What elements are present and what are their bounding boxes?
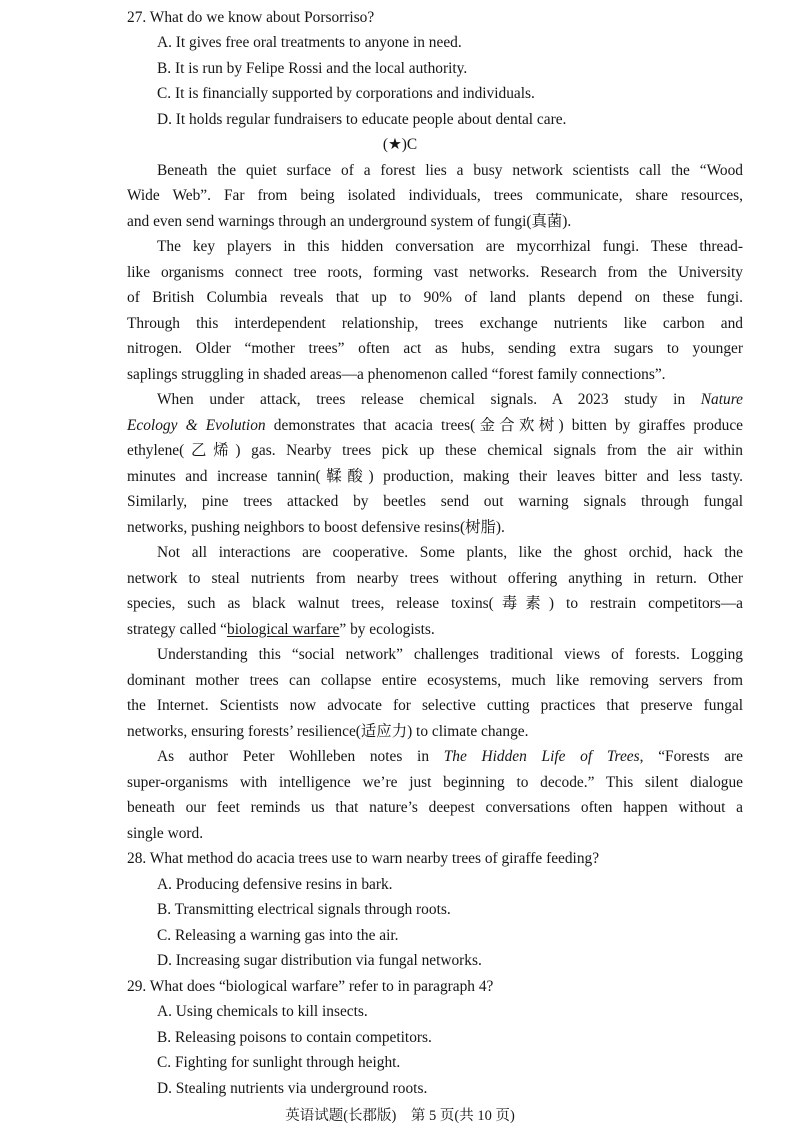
question-27-option-d: D. It holds regular fundraisers to educate people about dental care. [157,111,567,128]
passage-p6-line: super-organisms with intelligence we’re just beginning to decode.” This silent dialogue [127,774,743,791]
passage-p1-line: Wide Web”. Far from being isolated individuals, trees communicate, share resources, [127,187,743,204]
passage-p2-line: The key players in this hidden conversation are mycorrhizal fungi. These thread- [157,238,743,255]
p6-text: , “Forests are [639,748,743,765]
question-27-stem: 27. What do we know about Porsorriso? [127,9,375,26]
passage-p5-line: networks, ensuring forests’ resilience(适应力) to climate change. [127,723,529,740]
passage-p4-line [127,620,743,640]
passage-p2-line: nitrogen. Older “mother trees” often act as hubs, sending extra sugars to younger [127,340,743,357]
passage-p4-line: network to steal nutrients from nearby trees without offering anything in return. Other [127,570,743,587]
p4-text: ” by ecologists. [339,621,435,638]
p3-text: demonstrates that acacia trees(金合欢树) bitten by giraffes produce [273,417,744,434]
passage-p2-line: saplings struggling in shaded areas—a phenomenon called “forest family connections”. [127,366,666,383]
question-27-option-a: A. It gives free oral treatments to anyone in need. [157,34,462,51]
passage-p2-line: like organisms connect tree roots, forming vast networks. Research from the University [127,264,743,281]
question-28-option-b: B. Transmitting electrical signals through roots. [157,901,451,918]
question-28-stem: 28. What method do acacia trees use to warn nearby trees of giraffe feeding? [127,850,600,867]
passage-p3-line: minutes and increase tannin(鞣酸) production, making their leaves bitter and less tasty. [127,468,743,485]
passage-p5-line: dominant mother trees can collapse entire ecosystems, much like removing servers from [127,672,743,689]
passage-p6-line [157,747,743,767]
passage-p3-line: Similarly, pine trees attacked by beetles send out warning signals through fungal [127,493,743,510]
passage-p5-line: Understanding this “social network” challenges traditional views of forests. Logging [157,646,743,663]
question-28-option-a: A. Producing defensive resins in bark. [157,876,393,893]
question-29-option-c: C. Fighting for sunlight through height. [157,1054,401,1071]
underlined-term: biological warfare [227,621,340,638]
p4-text: strategy called “ [127,621,227,638]
question-29-option-a: A. Using chemicals to kill insects. [157,1003,368,1020]
p6-text: As author Peter Wohlleben notes in [157,748,430,765]
question-29-option-d: D. Stealing nutrients via underground roots. [157,1080,428,1097]
question-27-option-b: B. It is run by Felipe Rossi and the local authority. [157,60,468,77]
question-29-stem: 29. What does “biological warfare” refer to in paragraph 4? [127,978,494,995]
passage-p6-line: single word. [127,825,204,842]
journal-name-part1: Nature [700,391,743,408]
book-title: The Hidden Life of Trees [443,748,640,765]
section-heading: (★)C [382,136,418,153]
passage-p2-line: of British Columbia reveals that up to 90% of land plants depend on these fungi. [127,289,743,306]
passage-p1-line: and even send warnings through an underground system of fungi(真菌). [127,213,572,230]
passage-p3-line [127,416,743,436]
question-28-option-c: C. Releasing a warning gas into the air. [157,927,399,944]
question-27-option-c: C. It is financially supported by corporations and individuals. [157,85,535,102]
page-footer: 英语试题(长郡版) 第 5 页(共 10 页) [285,1108,515,1124]
journal-name-part2: Ecology & Evolution [127,417,266,434]
passage-p6-line: beneath our feet reminds us that nature’s deepest conversations often happen without a [127,799,743,816]
passage-p5-line: the Internet. Scientists now advocate for selective cutting practices that preserve fungal [127,697,743,714]
passage-p2-line: Through this interdependent relationship, trees exchange nutrients like carbon and [127,315,743,332]
p3-text: When under attack, trees release chemical signals. A 2023 study in [157,391,686,408]
passage-p3-line: ethylene(乙烯) gas. Nearby trees pick up these chemical signals from the air within [127,442,743,459]
passage-p1-line: Beneath the quiet surface of a forest lies a busy network scientists call the “Wood [157,162,743,179]
question-29-option-b: B. Releasing poisons to contain competitors. [157,1029,432,1046]
passage-p4-line: Not all interactions are cooperative. Some plants, like the ghost orchid, hack the [157,544,743,561]
passage-p4-line: species, such as black walnut trees, release toxins(毒素) to restrain competitors—a [127,595,743,612]
passage-p3-line: networks, pushing neighbors to boost defensive resins(树脂). [127,519,505,536]
question-28-option-d: D. Increasing sugar distribution via fungal networks. [157,952,482,969]
passage-p3-line [157,390,743,410]
